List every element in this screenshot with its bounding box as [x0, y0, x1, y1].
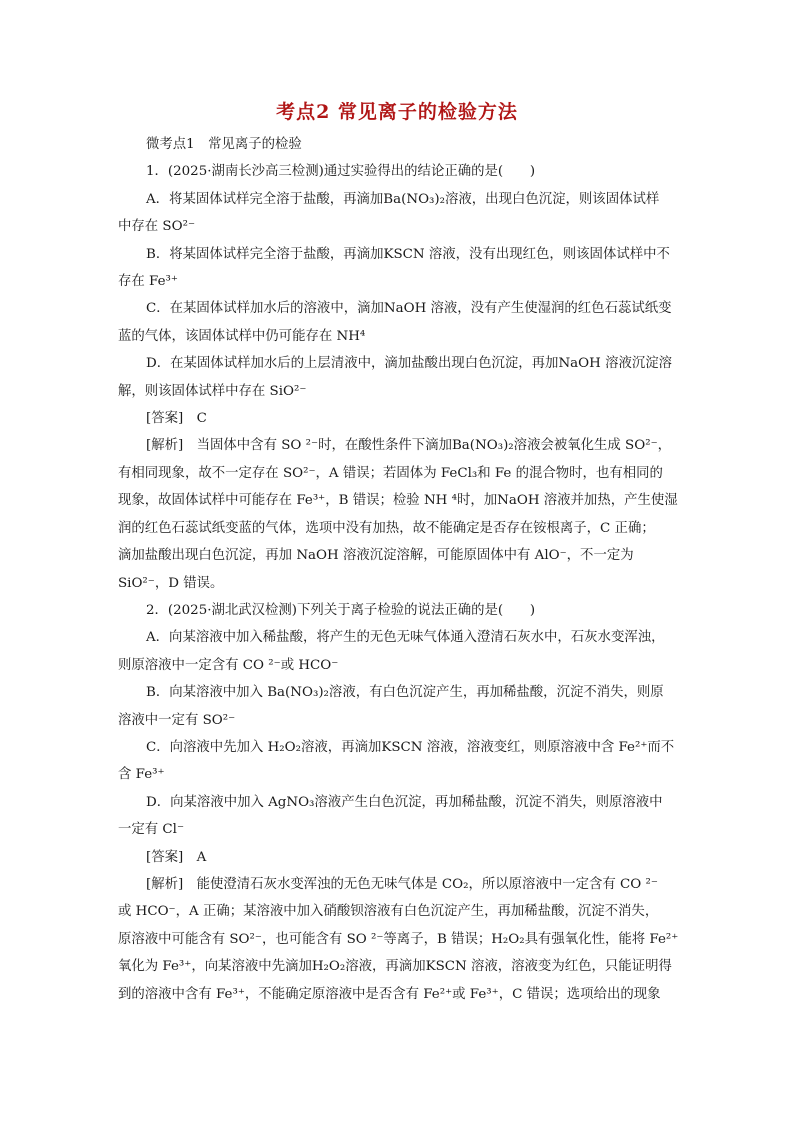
question-2-stem: 2．(2025·湖北武汉检测)下列关于离子检验的说法正确的是( ) [146, 602, 536, 618]
q2-analysis-line5: 到的溶液中含有 Fe³⁺，不能确定原溶液中是否含有 Fe²⁺或 Fe³⁺，C 错误；选项给出的现象 [118, 986, 661, 1002]
q1-analysis-line4: 润的红色石蕊试纸变蓝的气体，选项中没有加热，故不能确定是否存在铵根离子，C 正确； [118, 520, 655, 536]
q1-analysis-line6: SiO²⁻，D 错误。 [118, 575, 224, 591]
q1-option-c-line1: C．在某固体试样加水后的溶液中，滴加NaOH 溶液，没有产生使湿润的红色石蕊试纸变 [146, 301, 672, 317]
q2-option-d-line2: 一定有 Cl⁻ [118, 822, 185, 838]
q1-analysis-line5: 滴加盐酸出现白色沉淀，再加 NaOH 溶液沉淀溶解，可能原固体中有 AlO⁻，不一定为 [118, 548, 634, 564]
q2-analysis-line3: 原溶液中可能含有 SO²⁻，也可能含有 SO ²⁻等离子，B 错误；H₂O₂具有强氧化性，能将 Fe²⁺ [118, 931, 679, 947]
q1-analysis-line3: 现象，故固体试样中可能存在 Fe³⁺，B 错误；检验 NH ⁴时，加NaOH 溶液并加热，产生使湿 [118, 493, 678, 509]
q1-answer: [答案] C [146, 411, 207, 427]
q2-option-b-line1: B．向某溶液中加入 Ba(NO₃)₂溶液，有白色沉淀产生，再加稀盐酸，沉淀不消失，则原 [146, 685, 664, 701]
q1-option-c-line2: 蓝的气体，该固体试样中仍可能存在 NH⁴ [118, 328, 366, 344]
q1-analysis-line2: 有相同现象，故不一定存在 SO²⁻，A 错误；若固体为 FeCl₃和 Fe 的混合物时，也有相同的 [118, 465, 663, 481]
q1-option-a-line1: A．将某固体试样完全溶于盐酸，再滴加Ba(NO₃)₂溶液，出现白色沉淀，则该固体试样 [146, 191, 660, 207]
q1-option-d-line1: D．在某固体试样加水后的上层清液中，滴加盐酸出现白色沉淀，再加NaOH 溶液沉淀溶 [146, 356, 673, 372]
q1-option-a-line2: 中存在 SO²⁻ [118, 219, 196, 235]
q2-analysis-line4: 氧化为 Fe³⁺，向某溶液中先滴加H₂O₂溶液，再滴加KSCN 溶液，溶液变为红色，只能证明得 [118, 959, 672, 975]
question-1-stem: 1．(2025·湖南长沙高三检测)通过实验得出的结论正确的是( ) [146, 164, 536, 180]
q2-analysis-line1: [解析] 能使澄清石灰水变浑浊的无色无味气体是 CO₂，所以原溶液中一定含有 CO ²⁻ [146, 876, 658, 892]
document-body [118, 131, 680, 1008]
q1-analysis-line1: [解析] 当固体中含有 SO ²⁻时，在酸性条件下滴加Ba(NO₃)₂溶液会被氧化生成 SO²⁻， [146, 438, 672, 454]
q1-option-d-line2: 解，则该固体试样中存在 SiO²⁻ [118, 383, 307, 399]
subsection-heading: 微考点1 常见离子的检验 [146, 137, 302, 152]
q2-option-c-line1: C．向溶液中先加入 H₂O₂溶液，再滴加KSCN 溶液，溶液变红，则原溶液中含 Fe²⁺而不 [146, 739, 675, 755]
q1-option-b-line1: B．将某固体试样完全溶于盐酸，再滴加KSCN 溶液，没有出现红色，则该固体试样中不 [146, 246, 670, 262]
q2-option-d-line1: D．向某溶液中加入 AgNO₃溶液产生白色沉淀，再加稀盐酸，沉淀不消失，则原溶液中 [146, 794, 663, 810]
q2-answer: [答案] A [146, 849, 207, 865]
q2-option-c-line2: 含 Fe³⁺ [118, 767, 165, 783]
q2-analysis-line2: 或 HCO⁻，A 正确；某溶液中加入硝酸钡溶液有白色沉淀产生，再加稀盐酸，沉淀不消失， [118, 904, 659, 920]
q2-option-a-line2: 则原溶液中一定含有 CO ²⁻或 HCO⁻ [118, 657, 339, 673]
q1-option-b-line2: 存在 Fe³⁺ [118, 274, 178, 290]
page-title: 考点2 常见离子的检验方法 [276, 101, 518, 123]
q2-option-a-line1: A．向某溶液中加入稀盐酸，将产生的无色无味气体通入澄清石灰水中，石灰水变浑浊， [146, 630, 665, 646]
q2-option-b-line2: 溶液中一定有 SO²⁻ [118, 712, 236, 728]
